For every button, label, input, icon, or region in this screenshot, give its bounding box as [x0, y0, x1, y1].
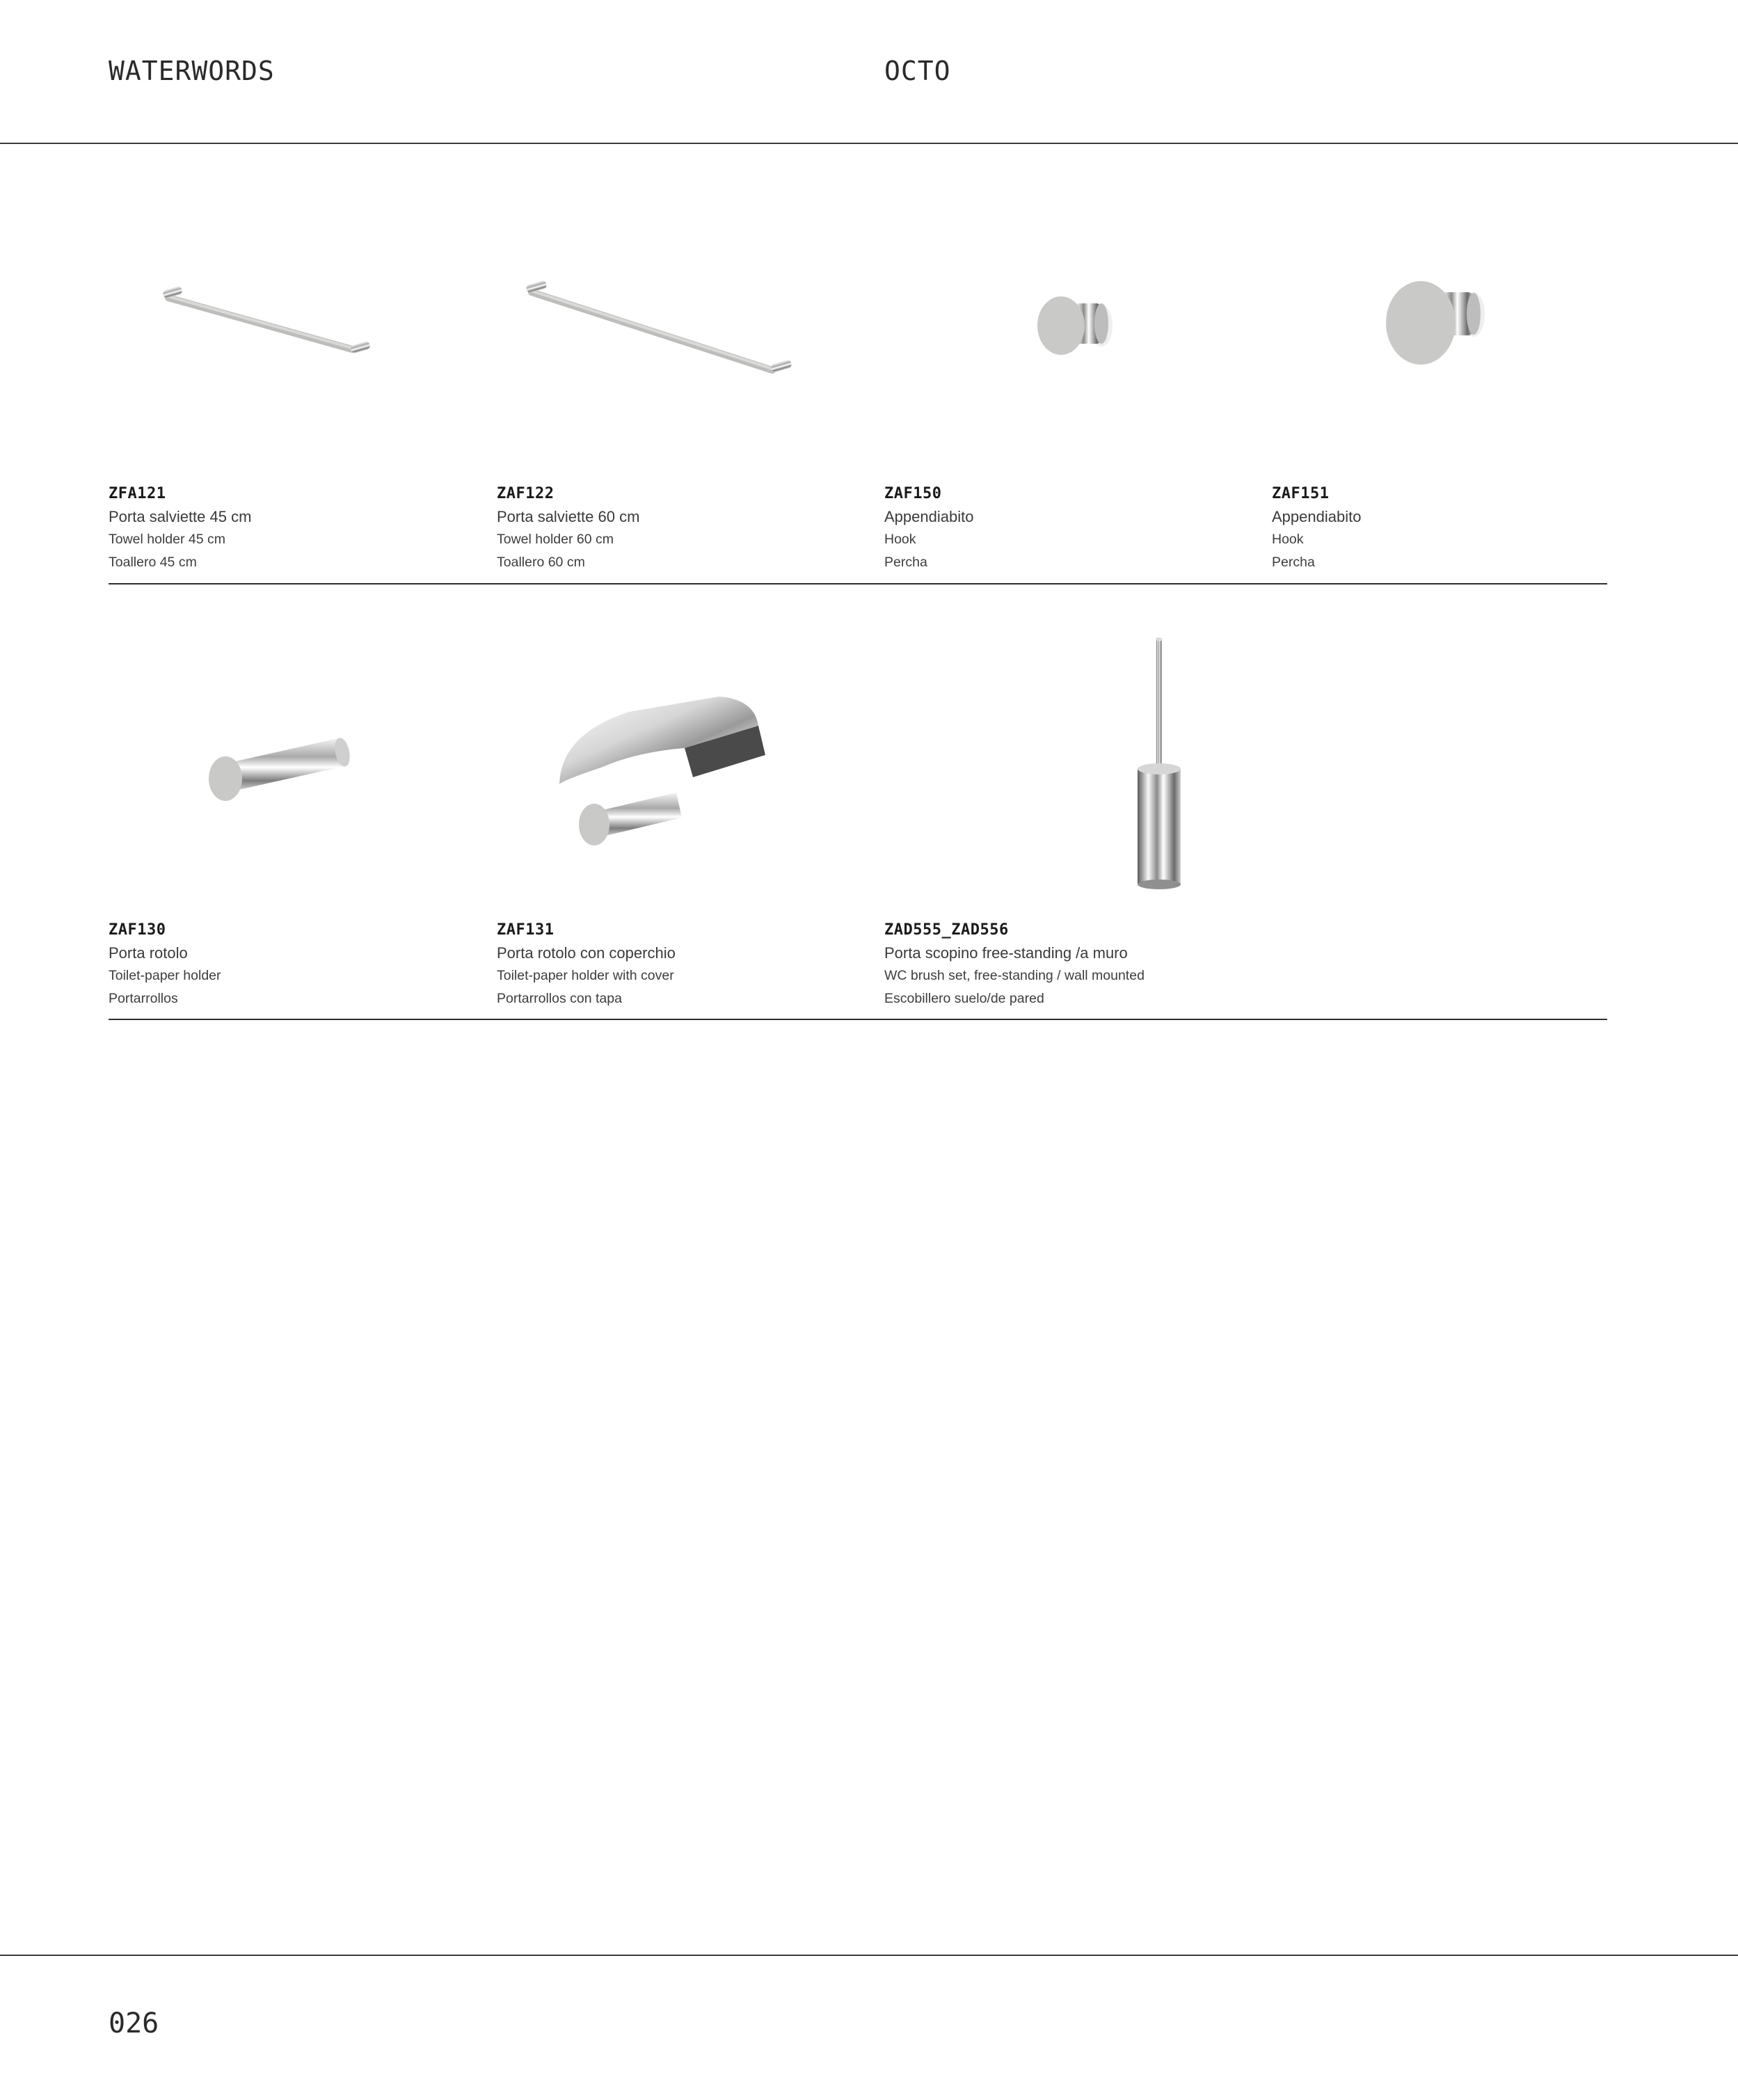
product-code: ZAD555_ZAD556: [884, 921, 1009, 939]
product-card[interactable]: [884, 230, 1260, 584]
row-divider: [109, 1019, 1607, 1020]
product-code: ZAF131: [497, 921, 555, 939]
product-name-it: Appendiabito: [884, 508, 974, 525]
product-card[interactable]: [497, 630, 872, 1020]
product-name-es: Portarrollos: [109, 991, 178, 1006]
product-row-1: [109, 230, 1607, 584]
product-card[interactable]: [884, 630, 1260, 1020]
product-name-it: Porta scopino free-standing /a muro: [884, 944, 1128, 962]
product-name-es: Percha: [1272, 555, 1315, 570]
product-name-it: Porta rotolo con coperchio: [497, 944, 676, 962]
wc-brush-icon: [884, 630, 1260, 901]
collection-title: OCTO: [884, 56, 951, 86]
product-name-en: Hook: [884, 532, 916, 547]
paper-holder-cover-icon: [497, 630, 872, 901]
brand-title: WATERWORDS: [109, 56, 275, 86]
towel-bar-45-icon: [109, 230, 484, 466]
product-name-en: Toilet-paper holder with cover: [497, 968, 674, 983]
product-name-it: Appendiabito: [1272, 508, 1362, 525]
product-name-en: Towel holder 60 cm: [497, 532, 614, 547]
page-number: 026: [109, 2007, 159, 2039]
product-name-es: Portarrollos con tapa: [497, 991, 622, 1006]
row-divider: [109, 583, 1607, 584]
product-name-es: Toallero 60 cm: [497, 555, 585, 570]
product-name-en: Towel holder 45 cm: [109, 532, 225, 547]
footer-divider: [0, 1955, 1738, 1956]
product-name-en: Toilet-paper holder: [109, 968, 221, 983]
product-name-en: WC brush set, free-standing / wall mounted: [884, 968, 1145, 983]
product-code: ZAF150: [884, 485, 942, 502]
product-card[interactable]: [109, 230, 484, 584]
product-row-2: [109, 630, 1607, 1020]
product-name-it: Porta salviette 45 cm: [109, 508, 252, 525]
product-name-en: Hook: [1272, 532, 1304, 547]
towel-bar-60-icon: [497, 230, 872, 466]
product-code: ZAF130: [109, 921, 166, 939]
product-name-es: Percha: [884, 555, 927, 570]
product-code: ZAF151: [1272, 485, 1330, 502]
hook-small-icon: [884, 230, 1260, 466]
product-card[interactable]: [497, 230, 872, 584]
product-card[interactable]: [109, 630, 484, 1020]
hook-large-icon: [1272, 230, 1648, 466]
product-code: ZFA121: [109, 485, 166, 502]
product-name-es: Escobillero suelo/de pared: [884, 991, 1044, 1006]
header-divider: [0, 143, 1738, 144]
product-name-it: Porta rotolo: [109, 944, 188, 962]
paper-holder-icon: [109, 630, 484, 901]
product-name-es: Toallero 45 cm: [109, 555, 197, 570]
product-card[interactable]: [1272, 230, 1648, 584]
product-name-it: Porta salviette 60 cm: [497, 508, 640, 525]
product-code: ZAF122: [497, 485, 555, 502]
